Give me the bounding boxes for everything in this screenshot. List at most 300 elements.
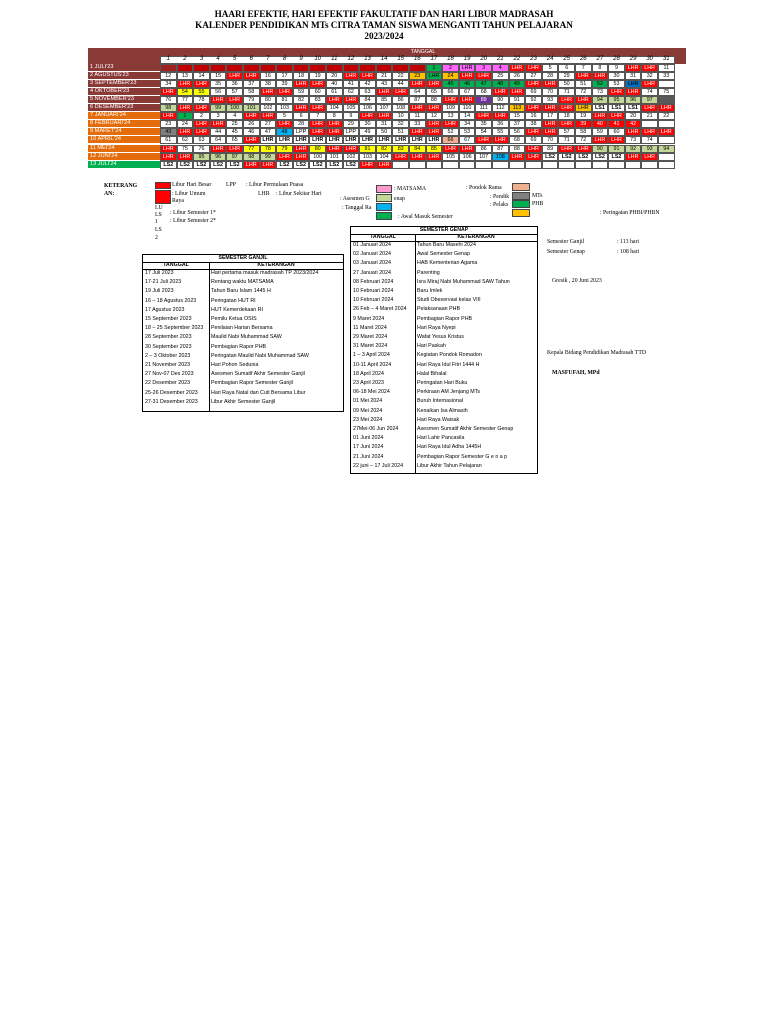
genap-row-date: 21 Juni 2024	[353, 453, 384, 460]
calendar-cell: LPP	[293, 128, 310, 136]
lhr-code: LHR	[258, 191, 270, 197]
calendar-cell: 71	[558, 88, 575, 96]
calendar-cell: LHR	[309, 128, 326, 136]
calendar-cell: LS2	[226, 161, 243, 169]
calendar-cell: LHR	[542, 104, 559, 112]
calendar-cell: 65	[226, 136, 243, 144]
calendar-cell: LHR	[376, 161, 393, 169]
calendar-cell: 3	[210, 112, 227, 120]
genap-row-date: 11 Maret 2024	[353, 324, 387, 331]
calendar-cell: 17	[542, 112, 559, 120]
calendar-cell: LS1	[608, 104, 625, 112]
calendar-cell: 85	[376, 96, 393, 104]
month-label: 4 OKTOBER'23	[88, 88, 160, 96]
ganjil-row-desc: Peringatan Maulid Nabi Muhammad SAW	[211, 352, 309, 359]
ganjil-row-desc: Pembagian Rapor Semester Ganjil	[211, 380, 293, 387]
calendar-cell: LHR	[392, 136, 409, 144]
calendar-cell: 50	[558, 80, 575, 88]
calendar-cell: 86	[392, 96, 409, 104]
genap-row-desc: Buruh Internasional	[417, 398, 463, 405]
genap-days-label: Semester Genap	[547, 249, 585, 255]
calendar-cell: 62	[177, 136, 194, 144]
calendar-cell: 29	[558, 72, 575, 80]
genap-row-desc: Hari Raya Idul Adha 1445H	[417, 444, 482, 451]
calendar-cell: 26	[509, 72, 526, 80]
mts-label: MTs	[532, 193, 543, 199]
calendar-cell: 42	[625, 120, 642, 128]
calendar-cell: LS2	[326, 161, 343, 169]
calendar-cell: 48	[492, 80, 509, 88]
calendar-cell	[658, 136, 675, 144]
ganjil-row-date: 27-31 Desember 2023	[145, 398, 198, 405]
genap-row-date: 31 Maret 2024	[353, 343, 388, 350]
calendar-cell: LHR	[442, 96, 459, 104]
calendar-cell: 5	[276, 112, 293, 120]
day-number: 16	[413, 56, 421, 62]
calendar-cell: 9	[608, 64, 625, 72]
calendar-cell: 65	[426, 88, 443, 96]
genap-row-desc: Hari Raya Nyepi	[417, 324, 456, 331]
day-number: 14	[380, 56, 388, 62]
asesmen-swatch	[376, 194, 392, 202]
calendar-cell: 31	[376, 120, 393, 128]
calendar-cell: 77	[243, 145, 260, 153]
genap-row-desc: Peringatan Hari Buku	[417, 380, 468, 386]
calendar-cell: 18	[558, 112, 575, 120]
calendar-cell: 37	[243, 80, 260, 88]
calendar-cell: 81	[276, 96, 293, 104]
genap-row-date: 23 Mei 2024	[353, 416, 383, 423]
calendar-cell: 87	[492, 145, 509, 153]
calendar-cell	[193, 64, 210, 72]
calendar-cell	[492, 161, 509, 169]
calendar-cell: LHR	[343, 72, 360, 80]
calendar-cell: LHR	[608, 88, 625, 96]
calendar-cell: 33	[409, 120, 426, 128]
calendar-cell: LHR	[243, 112, 260, 120]
genap-col-desc: KETERANGAN	[457, 234, 495, 240]
day-number: 21	[496, 56, 504, 62]
peringatan-label: : Peringatan PHBI/PHBN	[600, 210, 660, 216]
calendar-cell: 56	[509, 128, 526, 136]
day-number: 20	[480, 56, 488, 62]
day-number: 18	[447, 56, 454, 62]
calendar-cell	[276, 64, 293, 72]
genap-row-date: 29 Maret 2024	[353, 334, 388, 340]
calendar-cell	[658, 80, 675, 88]
calendar-cell	[409, 161, 426, 169]
ganjil-row-desc: Maulid Nabi Muhammad SAW	[211, 334, 282, 341]
calendar-cell: 94	[592, 96, 609, 104]
calendar-grid	[88, 48, 686, 174]
calendar-cell: LHR	[426, 136, 443, 144]
calendar-cell: 69	[525, 136, 542, 144]
calendar-cell: 63	[359, 88, 376, 96]
calendar-cell: LHR	[409, 128, 426, 136]
calendar-cell: LHR	[542, 80, 559, 88]
calendar-cell: 64	[210, 136, 227, 144]
month-label: 3 SEPTEMBER'23	[88, 80, 160, 88]
ganjil-row-date: 17-21 Juli 2023	[145, 279, 182, 286]
calendar-cell: LHR	[160, 112, 177, 120]
ls1-label: : Libur Semester 1*	[170, 210, 216, 216]
calendar-cell: 69	[525, 88, 542, 96]
genap-row-desc: Asesmen Sumatif Akhir Semester Genap	[417, 426, 514, 432]
day-number: 4	[216, 56, 220, 62]
calendar-cell: LHR	[542, 128, 559, 136]
calendar-cell: 58	[575, 128, 592, 136]
calendar-cell: LHR	[293, 136, 310, 144]
calendar-cell: LHR	[442, 120, 459, 128]
calendar-cell: 94	[658, 145, 675, 153]
calendar-cell: 47	[260, 128, 277, 136]
ls1-code: LS	[155, 212, 162, 218]
calendar-cell: 91	[608, 145, 625, 153]
calendar-cell: LS2	[309, 161, 326, 169]
day-number: 11	[331, 56, 338, 62]
ganjil-days-value: : 113 hari	[617, 239, 640, 245]
calendar-cell	[459, 161, 476, 169]
day-number: 19	[463, 56, 471, 62]
calendar-cell: 62	[343, 88, 360, 96]
calendar-cell: LHR	[260, 161, 277, 169]
calendar-cell: 76	[193, 145, 210, 153]
calendar-cell: LHR	[326, 136, 343, 144]
calendar-cell: 88	[426, 96, 443, 104]
genap-row-date: 10 Februari 2024	[353, 297, 394, 304]
calendar-cell: LHR	[558, 145, 575, 153]
calendar-cell: LHR	[625, 88, 642, 96]
calendar-cell	[409, 64, 426, 72]
calendar-cell: 35	[475, 120, 492, 128]
ganjil-row-desc: HUT Kemerdekaan RI	[211, 306, 264, 313]
calendar-cell: LHR	[276, 153, 293, 161]
calendar-cell: LHR	[625, 128, 642, 136]
month-label: 12 JUNI'24	[88, 153, 160, 161]
genap-row-date: 01 Juni 2024	[353, 435, 384, 442]
calendar-cell: 48	[276, 128, 293, 136]
calendar-cell: LHR	[641, 64, 658, 72]
calendar-cell: LHR	[558, 120, 575, 128]
ganjil-row-desc: Rentang waktu MATSAMA	[211, 279, 274, 286]
calendar-cell: LHR	[525, 128, 542, 136]
calendar-cell: 12	[160, 72, 177, 80]
calendar-cell: LHR	[492, 112, 509, 120]
calendar-cell: 90	[592, 145, 609, 153]
calendar-cell: LHR	[658, 104, 675, 112]
genap-row-desc: Isra Miraj Nabi Muhammad SAW Tahun	[417, 278, 510, 285]
calendar-cell: LS2	[276, 161, 293, 169]
calendar-cell: 50	[376, 128, 393, 136]
calendar-cell: 51	[575, 80, 592, 88]
day-number: 13	[364, 56, 371, 62]
calendar-cell: 14	[459, 112, 476, 120]
calendar-cell: LHR	[625, 153, 642, 161]
calendar-cell: 89	[542, 145, 559, 153]
ganjil-row-date: 17 Juli 2023	[145, 270, 174, 276]
calendar-cell: LHR	[475, 136, 492, 144]
calendar-cell: LHR	[426, 128, 443, 136]
calendar-cell: 71	[558, 136, 575, 144]
genap-row-desc: Baru Imlek	[417, 288, 443, 294]
calendar-cell: 96	[625, 96, 642, 104]
calendar-cell: LHR	[625, 64, 642, 72]
calendar-cell: LS1	[625, 104, 642, 112]
calendar-cell: 86	[475, 145, 492, 153]
calendar-cell: LHR	[509, 88, 526, 96]
calendar-cell: LS2	[592, 153, 609, 161]
calendar-cell: LHR	[309, 136, 326, 144]
calendar-cell: 20	[326, 72, 343, 80]
genap-col-date: TANGGAL	[370, 234, 396, 240]
genap-row-desc: Pelaksanaan PHB	[417, 306, 460, 313]
lu-code: LU	[155, 205, 163, 211]
calendar-cell: 68	[509, 136, 526, 144]
calendar-cell: 53	[459, 128, 476, 136]
calendar-cell: LS2	[193, 161, 210, 169]
calendar-cell	[376, 64, 393, 72]
calendar-cell: 36	[226, 80, 243, 88]
calendar-cell: LHR	[641, 80, 658, 88]
matsama-label: : MATSAMA	[394, 186, 427, 192]
calendar-cell: 40	[592, 120, 609, 128]
calendar-cell: 98	[243, 153, 260, 161]
calendar-cell	[625, 161, 642, 169]
calendar-cell: LHR	[492, 136, 509, 144]
month-label: 9 MARET'24	[88, 128, 160, 136]
genap-row-desc: Pembagian Rapor Semester G e n a p	[417, 453, 508, 460]
calendar-cell: 3	[475, 64, 492, 72]
calendar-cell: 32	[392, 120, 409, 128]
calendar-cell: LHR	[260, 88, 277, 96]
calendar-cell: LHR	[475, 72, 492, 80]
calendar-cell: 49	[509, 80, 526, 88]
ganjil-row-date: 17 Agustus 2023	[145, 306, 185, 313]
genap-row-date: 23 April 2023	[353, 380, 384, 386]
day-number: 24	[546, 56, 554, 62]
day-number: 27	[596, 56, 604, 62]
calendar-cell: 85	[426, 145, 443, 153]
calendar-cell: 79	[243, 96, 260, 104]
calendar-cell: LHR	[592, 136, 609, 144]
calendar-cell: LHR	[226, 145, 243, 153]
calendar-cell: LHR	[359, 136, 376, 144]
calendar-cell: 103	[276, 104, 293, 112]
calendar-cell: 17	[276, 72, 293, 80]
calendar-cell: LHR	[343, 145, 360, 153]
calendar-cell: 102	[260, 104, 277, 112]
calendar-cell: 15	[210, 72, 227, 80]
calendar-cell: 108	[392, 104, 409, 112]
day-number: 1	[166, 56, 170, 62]
calendar-cell: 84	[359, 96, 376, 104]
calendar-cell: LHR	[193, 80, 210, 88]
ganjil-title: SEMESTER GANJIL	[218, 255, 268, 261]
genap-row-date: 08 Februari 2024	[353, 278, 394, 285]
calendar-cell: 80	[260, 96, 277, 104]
title-line-2: KALENDER PENDIDIKAN MTs CITRA TAMAN SISWA MENGANTI TAHUN PELAJARAN	[195, 20, 573, 30]
calendar-cell: 73	[592, 88, 609, 96]
calendar-cell: LS2	[177, 161, 194, 169]
calendar-cell: 66	[442, 88, 459, 96]
calendar-cell	[608, 161, 625, 169]
calendar-cell: 24	[177, 120, 194, 128]
month-label: 5 NOVEMBER'23	[88, 96, 160, 104]
ganjil-row-desc: Asesmen Sumatif Akhir Semester Ganjil	[211, 371, 305, 378]
ganjil-row-desc: Libur Akhir Semester Ganjil	[211, 398, 276, 405]
calendar-cell: 81	[359, 145, 376, 153]
calendar-cell: 77	[177, 96, 194, 104]
calendar-cell: LHR	[625, 80, 642, 88]
calendar-cell: 56	[210, 88, 227, 96]
calendar-cell: 61	[160, 136, 177, 144]
calendar-cell: 9	[343, 112, 360, 120]
ganjil-row-date: 16 – 18 Agustus 2023	[145, 297, 197, 304]
calendar-cell: 99	[260, 153, 277, 161]
calendar-cell: 105	[442, 153, 459, 161]
ganjil-days-label: Semester Ganjil	[547, 239, 585, 245]
calendar-cell: LS2	[160, 161, 177, 169]
calendar-cell: LHR	[326, 128, 343, 136]
ganjil-col-divider	[209, 262, 210, 411]
signer-name: MASFUFAH, MPd	[552, 370, 600, 376]
genap-row-date: 1 – 3 April 2024	[353, 352, 390, 359]
calendar-cell: 78	[193, 96, 210, 104]
calendar-cell: 14	[193, 72, 210, 80]
genap-row-date: 22 juni – 17 Juli 2024	[353, 462, 404, 469]
calendar-cell: 42	[359, 80, 376, 88]
lhb-swatch	[155, 182, 171, 189]
day-number: 5	[233, 56, 237, 62]
calendar-cell: 70	[542, 88, 559, 96]
calendar-cell	[658, 161, 675, 169]
genap-row-desc: Pembagian Rapor PHB	[417, 315, 473, 322]
calendar-cell: 97	[226, 153, 243, 161]
lu-swatch	[155, 190, 171, 204]
day-number: 28	[613, 56, 620, 62]
calendar-cell: LHR	[608, 112, 625, 120]
calendar-cell: 47	[475, 80, 492, 88]
calendar-cell	[442, 161, 459, 169]
calendar-cell: 44	[210, 128, 227, 136]
calendar-cell: LHR	[409, 104, 426, 112]
calendar-cell: 30	[359, 120, 376, 128]
calendar-cell: LHR	[459, 64, 476, 72]
calendar-cell: 76	[160, 96, 177, 104]
ls1-code-2: 1	[155, 219, 158, 225]
ganjil-row-desc: Penilaian Harian Bersama	[211, 325, 273, 332]
calendar-cell	[392, 64, 409, 72]
calendar-cell: 100	[226, 104, 243, 112]
calendar-cell: 18	[293, 72, 310, 80]
calendar-cell: 109	[442, 104, 459, 112]
ganjil-row-desc: Hari Raya Natal dan Cuti Bersama Libur	[211, 389, 306, 396]
lhr-label: : Libur Sekitar Hari	[276, 191, 322, 197]
calendar-cell: 52	[442, 128, 459, 136]
calendar-cell: 11	[409, 112, 426, 120]
calendar-cell: LS2	[575, 153, 592, 161]
calendar-cell: 7	[575, 64, 592, 72]
calendar-cell: 72	[575, 136, 592, 144]
tanggal-swatch	[376, 203, 392, 211]
genap-row-desc: Parenting	[417, 269, 440, 276]
genap-row-desc: Wafat Yesus Kristus	[417, 334, 464, 340]
pendik-swatch	[512, 192, 530, 200]
calendar-cell: LHR	[459, 96, 476, 104]
calendar-cell: 105	[343, 104, 360, 112]
calendar-cell: 97	[641, 96, 658, 104]
calendar-cell: 70	[542, 136, 559, 144]
calendar-cell: 15	[509, 112, 526, 120]
calendar-cell	[509, 161, 526, 169]
calendar-cell: 64	[409, 88, 426, 96]
pondok-label: : Pondok Rama	[466, 185, 502, 191]
calendar-cell: 29	[343, 120, 360, 128]
calendar-cell: 92	[625, 145, 642, 153]
calendar-cell	[525, 161, 542, 169]
calendar-cell: LHR	[575, 72, 592, 80]
genap-row-desc: Tahun Baru Masehi 2024	[417, 242, 476, 248]
calendar-cell	[575, 161, 592, 169]
phbi-swatch	[512, 209, 530, 217]
calendar-cell: LHR	[160, 153, 177, 161]
calendar-cell: 95	[608, 96, 625, 104]
ganjil-row-date: 28 September 2023	[145, 334, 192, 341]
calendar-cell	[309, 64, 326, 72]
tanggal-label: TANGGAL	[410, 49, 436, 55]
calendar-cell: LHR	[575, 104, 592, 112]
calendar-cell: LS2	[608, 153, 625, 161]
genap-row-date: 09 Mei 2024	[353, 407, 383, 414]
calendar-cell: 98	[160, 104, 177, 112]
day-number: 8	[282, 56, 287, 62]
calendar-cell: 83	[392, 145, 409, 153]
calendar-cell: 54	[475, 128, 492, 136]
calendar-cell: 23	[160, 120, 177, 128]
calendar-cell: LHR	[426, 104, 443, 112]
ganjil-col-date: TANGGAL	[163, 262, 189, 268]
calendar-cell: LS2	[210, 161, 227, 169]
calendar-cell: 25	[492, 72, 509, 80]
calendar-cell: 23	[409, 72, 426, 80]
calendar-cell	[658, 153, 675, 161]
day-number: 22	[513, 56, 521, 62]
day-number: 6	[249, 56, 253, 62]
calendar-cell	[359, 64, 376, 72]
calendar-cell: LHR	[359, 72, 376, 80]
day-number: 7	[266, 56, 270, 62]
calendar-cell: LHR	[558, 104, 575, 112]
calendar-cell: 49	[359, 128, 376, 136]
genap-row-date: 02 Januari 2024	[353, 251, 391, 258]
calendar-cell	[475, 161, 492, 169]
calendar-cell: LHR	[193, 120, 210, 128]
calendar-cell: 101	[326, 153, 343, 161]
calendar-cell	[177, 64, 194, 72]
calendar-cell: LHR	[343, 136, 360, 144]
calendar-cell: 52	[592, 80, 609, 88]
month-label: 6 DESEMBER'23	[88, 104, 160, 112]
calendar-cell: 46	[243, 128, 260, 136]
lu-label-2: Raya	[172, 198, 184, 204]
genap-row-desc: Libur Akhir Tahun Pelajaran	[417, 462, 482, 469]
ganjil-row-desc: Pemilu Ketua OSIS	[211, 316, 257, 322]
calendar-cell: LHR	[260, 136, 277, 144]
tanggal-ra-label: : Tanggal Ra	[342, 205, 372, 211]
calendar-cell: LHR	[509, 153, 526, 161]
calendar-cell: 43	[376, 80, 393, 88]
calendar-cell: LHR	[359, 112, 376, 120]
